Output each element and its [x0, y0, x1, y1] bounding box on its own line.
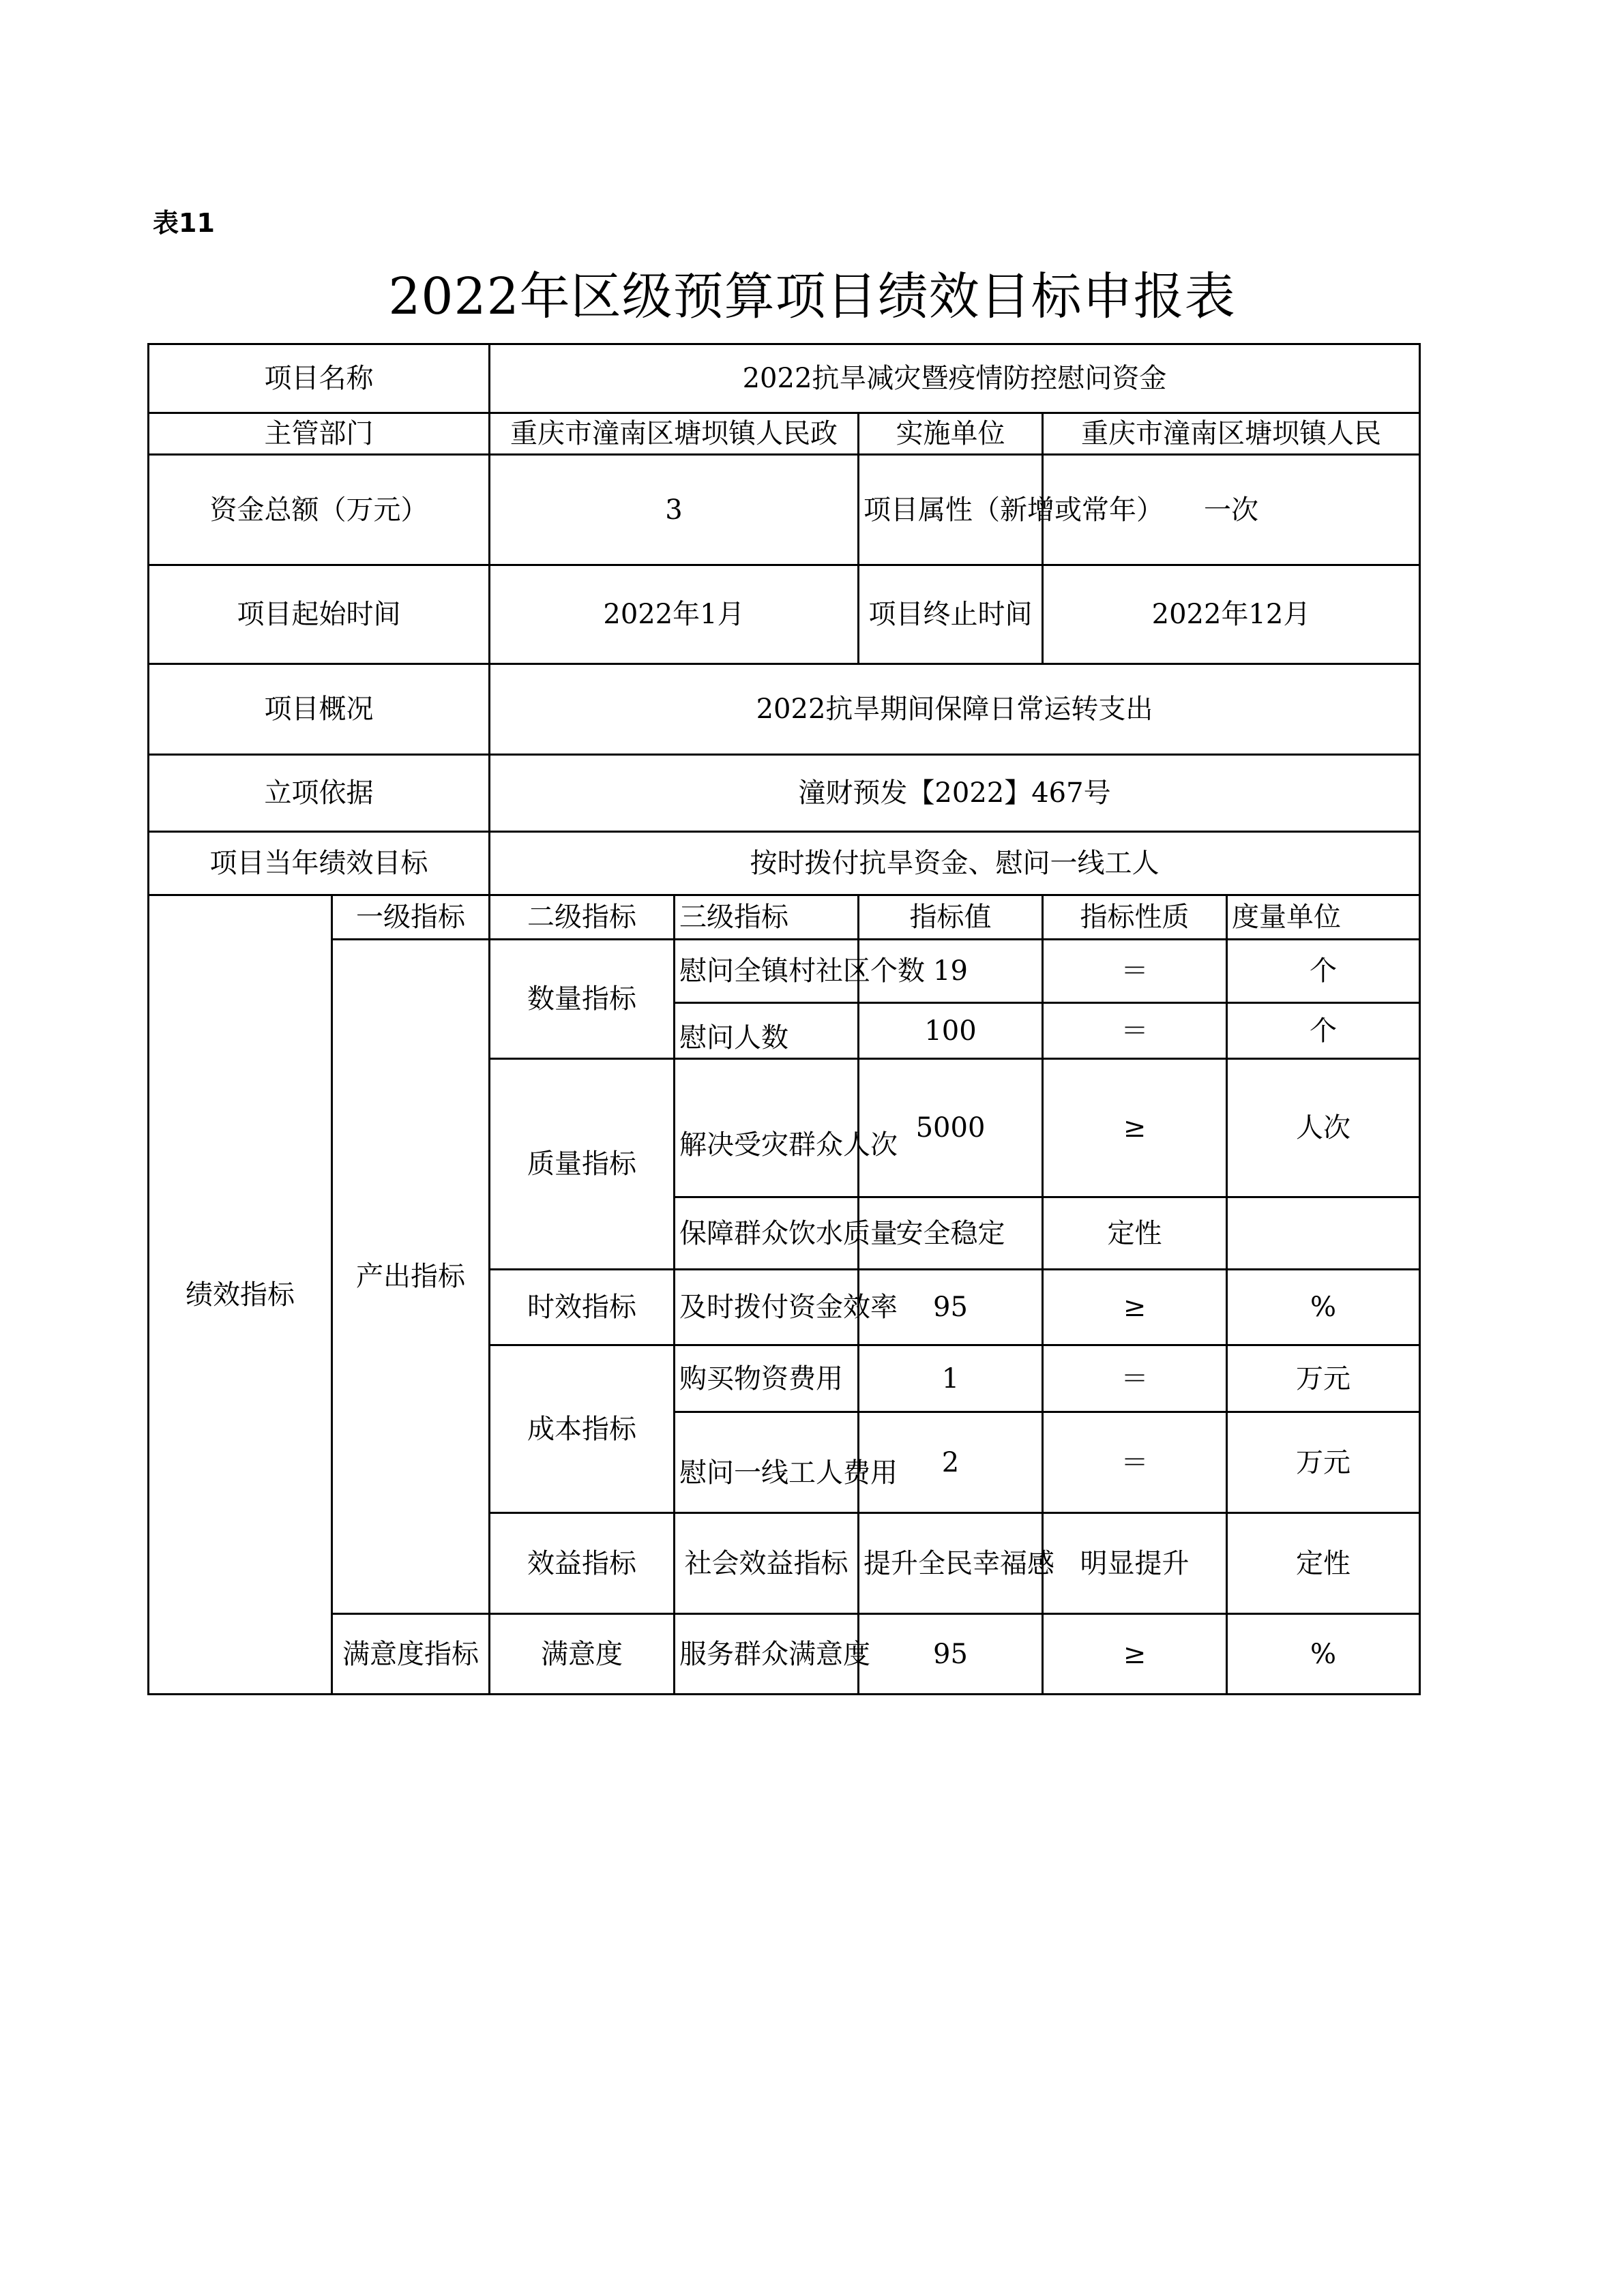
- indicator-name: 购买物资费用: [675, 1345, 859, 1412]
- indicator-value: 1: [859, 1345, 1043, 1412]
- indicator-name: 慰问人数: [675, 1003, 859, 1059]
- indicator-nature: ≥: [1043, 1059, 1227, 1197]
- satisfaction-sub-indicator-label: 满意度: [490, 1614, 675, 1695]
- indicator-value: 100: [859, 1003, 1043, 1059]
- end-time-value: 2022年12月: [1043, 565, 1420, 664]
- indicator-nature: 定性: [1227, 1513, 1420, 1614]
- end-time-label: 项目终止时间: [859, 565, 1043, 664]
- performance-indicator-label: 绩效指标: [149, 895, 332, 1695]
- indicator-header-row: [149, 895, 1420, 940]
- indicator-unit: %: [1227, 1270, 1420, 1345]
- header-nature: 指标性质: [1043, 895, 1227, 940]
- indicator-value: 5000: [859, 1059, 1043, 1197]
- indicator-nature: ≥: [1043, 1614, 1227, 1695]
- project-name-label: 项目名称: [149, 344, 490, 413]
- satisfaction-indicator-label: 满意度指标: [332, 1614, 490, 1695]
- indicator-value: 明显提升: [1043, 1513, 1227, 1614]
- indicator-value: 2: [859, 1412, 1043, 1513]
- quantity-indicator-label: 数量指标: [490, 940, 675, 1059]
- cost-indicator-label: 成本指标: [490, 1345, 675, 1513]
- overview-value: 2022抗旱期间保障日常运转支出: [490, 664, 1420, 755]
- header-level3: 三级指标: [675, 895, 859, 940]
- indicator-unit: %: [1227, 1614, 1420, 1695]
- overview-label: 项目概况: [149, 664, 490, 755]
- department-label: 主管部门: [149, 413, 490, 455]
- quality-indicator-label: 质量指标: [490, 1059, 675, 1270]
- implementing-unit-label: 实施单位: [859, 413, 1043, 455]
- output-indicator-label: 产出指标: [332, 940, 490, 1614]
- indicator-unit: 个: [1227, 940, 1420, 1003]
- project-attribute-label: 项目属性（新增或常年）: [859, 455, 1043, 565]
- indicator-nature: ＝: [1043, 940, 1227, 1003]
- row-project-name: [149, 344, 1420, 413]
- indicator-unit: [1227, 1197, 1420, 1270]
- start-time-value: 2022年1月: [490, 565, 859, 664]
- performance-target-form: [147, 343, 1421, 1695]
- basis-value: 潼财预发【2022】467号: [490, 755, 1420, 832]
- indicator-name: 提升全民幸福感: [859, 1513, 1043, 1614]
- header-level2: 二级指标: [490, 895, 675, 940]
- department-value: 重庆市潼南区塘坝镇人民政: [490, 413, 859, 455]
- header-unit: 度量单位: [1227, 895, 1420, 940]
- indicator-nature: ＝: [1043, 1412, 1227, 1513]
- annual-goal-value: 按时拨付抗旱资金、慰问一线工人: [490, 832, 1420, 895]
- row-basis: [149, 755, 1420, 832]
- page-title: 2022年区级预算项目绩效目标申报表: [388, 267, 1236, 326]
- indicator-name: 解决受灾群众人次: [675, 1059, 859, 1197]
- social-benefit-indicator-label: 社会效益指标: [675, 1513, 859, 1614]
- indicator-value: 19: [859, 940, 1043, 1003]
- indicator-value: 95: [859, 1270, 1043, 1345]
- indicator-nature: ≥: [1043, 1270, 1227, 1345]
- start-time-label: 项目起始时间: [149, 565, 490, 664]
- timeliness-indicator-label: 时效指标: [490, 1270, 675, 1345]
- indicator-unit: 个: [1227, 1003, 1420, 1059]
- indicator-name: 服务群众满意度: [675, 1614, 859, 1695]
- indicator-value: 安全稳定: [859, 1197, 1043, 1270]
- row-goal: [149, 832, 1420, 895]
- indicator-nature: 定性: [1043, 1197, 1227, 1270]
- total-amount-value: 3: [490, 455, 859, 565]
- indicator-nature: ＝: [1043, 1003, 1227, 1059]
- row-period: [149, 565, 1420, 664]
- table-row: [149, 940, 1420, 1003]
- table-row: [149, 1614, 1420, 1695]
- benefit-indicator-label: 效益指标: [490, 1513, 675, 1614]
- indicator-unit: 万元: [1227, 1345, 1420, 1412]
- indicator-value: 95: [859, 1614, 1043, 1695]
- annual-goal-label: 项目当年绩效目标: [149, 832, 490, 895]
- implementing-unit-value: 重庆市潼南区塘坝镇人民: [1043, 413, 1420, 455]
- table-tag: 表11: [153, 208, 215, 238]
- header-level1: 一级指标: [332, 895, 490, 940]
- row-department: [149, 413, 1420, 455]
- project-attribute-value: 一次: [1043, 455, 1420, 565]
- indicator-name: 及时拨付资金效率: [675, 1270, 859, 1345]
- indicator-unit: 人次: [1227, 1059, 1420, 1197]
- header-value: 指标值: [859, 895, 1043, 940]
- row-overview: [149, 664, 1420, 755]
- indicator-name: 慰问一线工人费用: [675, 1412, 859, 1513]
- row-amount: [149, 455, 1420, 565]
- total-amount-label: 资金总额（万元）: [149, 455, 490, 565]
- indicator-nature: ＝: [1043, 1345, 1227, 1412]
- indicator-name: 保障群众饮水质量: [675, 1197, 859, 1270]
- indicator-unit: 万元: [1227, 1412, 1420, 1513]
- basis-label: 立项依据: [149, 755, 490, 832]
- project-name-value: 2022抗旱减灾暨疫情防控慰问资金: [490, 344, 1420, 413]
- indicator-name: 慰问全镇村社区个数: [675, 940, 859, 1003]
